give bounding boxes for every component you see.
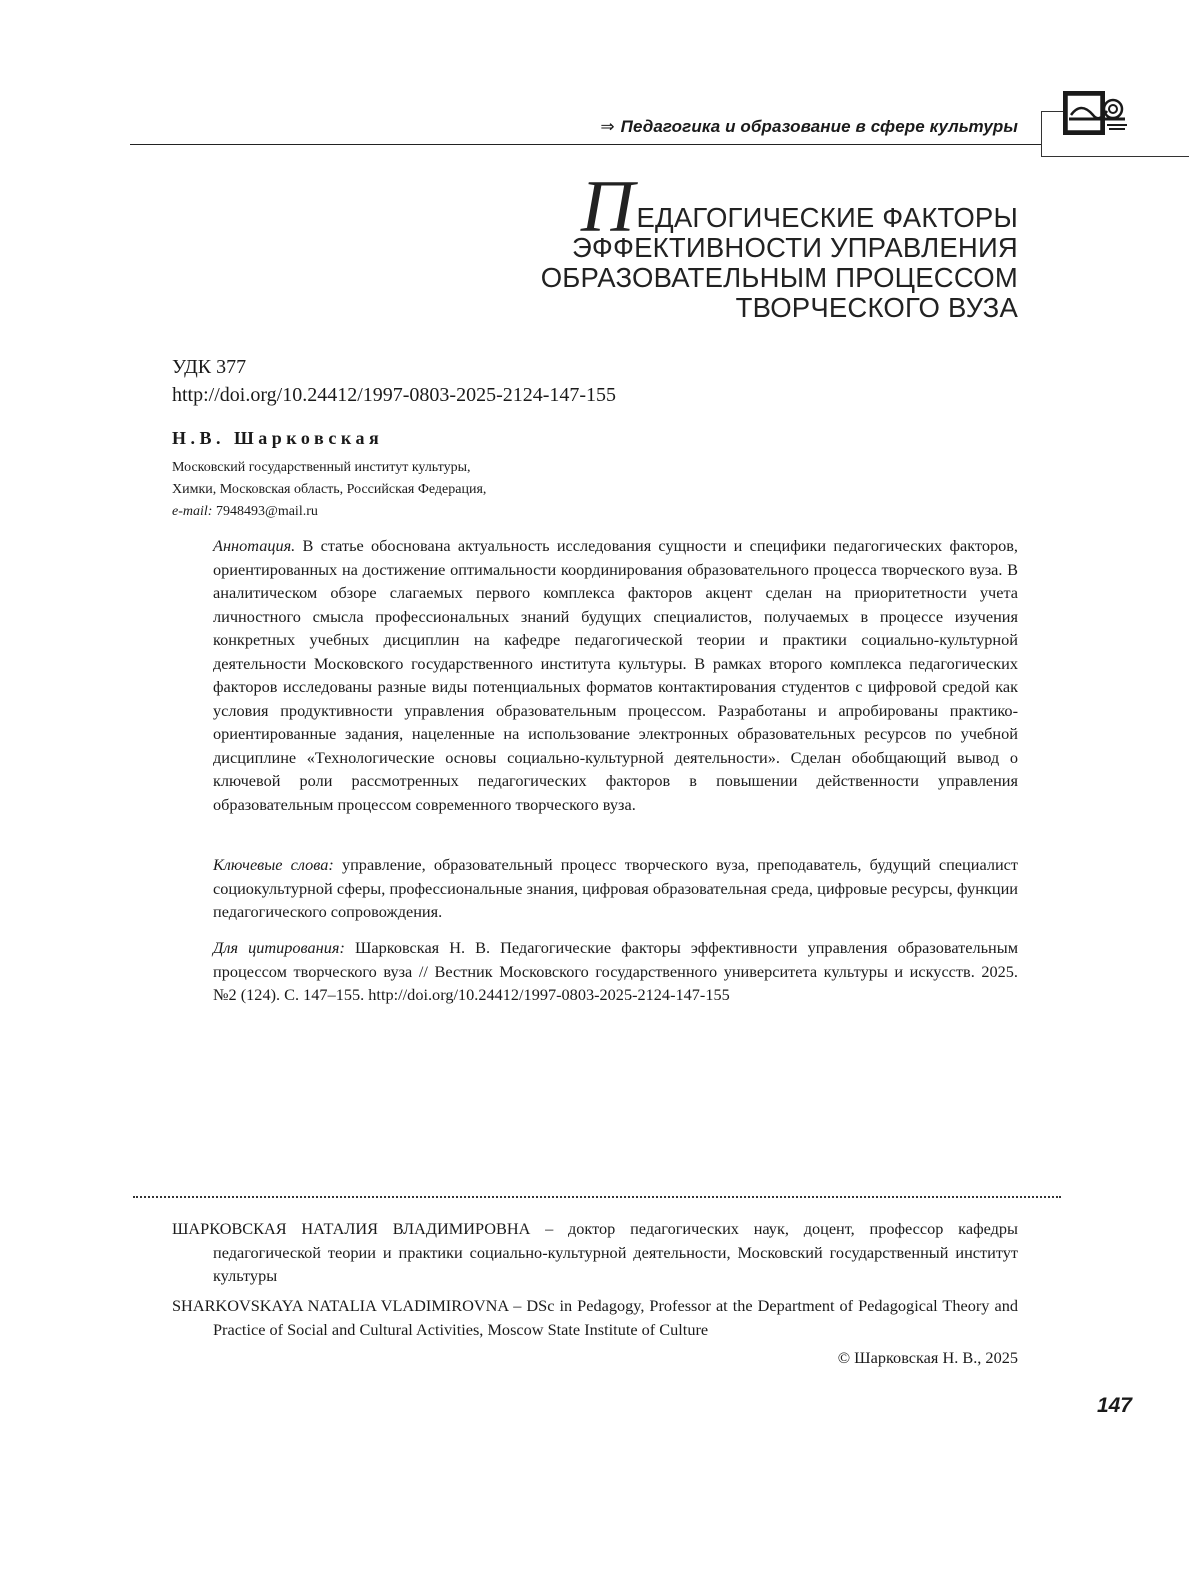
abstract — [213, 534, 1018, 816]
abstract-label: Аннотация. — [213, 536, 296, 555]
title-line-3: ОБРАЗОВАТЕЛЬНЫМ ПРОЦЕССОМ — [540, 262, 1018, 293]
affiliation-line-2: Химки, Московская область, Российская Федерация, — [172, 482, 487, 497]
email-address[interactable]: 7948493@mail.ru — [215, 504, 318, 519]
email-label: e-mail: — [172, 504, 213, 519]
journal-logo — [1041, 111, 1189, 157]
copyright: © Шарковская Н. В., 2025 — [837, 1348, 1018, 1367]
title-dropcap: П — [580, 166, 635, 248]
keywords-label: Ключевые слова: — [213, 855, 334, 874]
page-number: 147 — [1096, 1394, 1132, 1417]
keywords-text: управление, образовательный процесс творческого вуза, преподаватель, будущий специалист социокультурной сферы, профессиональные знания, цифровая образовательная среда, цифровые ресурсы, функции педагогического сопровождения. — [213, 855, 1019, 921]
footer-divider — [133, 1196, 1061, 1198]
article-title — [540, 166, 1018, 323]
author-bio-russian: ШАРКОВСКАЯ НАТАЛИЯ ВЛАДИМИРОВНА – доктор педагогических наук, доцент, профессор кафедры педагогической теории и практики социально-культурной деятельности, Московский государственный институт культуры — [172, 1219, 1018, 1285]
citation-text: Шарковская Н. В. Педагогические факторы эффективности управления образовательным процессом творческого вуза // Вестник Московского государственного университета культуры и искусств. 2025. №2 (124). С. 147–155. http://doi.org/10.24412/1997-0803-2025-2124-147-155 — [213, 938, 1018, 1004]
author-email — [172, 501, 318, 523]
header-rule — [130, 144, 1042, 145]
column-capital-icon — [1063, 91, 1135, 153]
arrow-icon: ⇒ — [600, 117, 615, 136]
title-line-1: ЕДАГОГИЧЕСКИЕ ФАКТОРЫ — [636, 202, 1018, 233]
title-line-2: ЭФФЕКТИВНОСТИ УПРАВЛЕНИЯ — [571, 232, 1018, 263]
citation — [213, 936, 1018, 1007]
udc-code: УДК 377 — [172, 356, 247, 378]
doi-link[interactable]: http://doi.org/10.24412/1997-0803-2025-2124-147-155 — [172, 384, 617, 406]
author-bio-english: SHARKOVSKAYA NATALIA VLADIMIROVNA – DSc in Pedagogy, Professor at the Department of Pedagogical Theory and Practice of Social and Cultural Activities, Moscow State Institute of Culture — [172, 1296, 1018, 1339]
author-name: Н.В. Шарковская — [172, 428, 384, 448]
abstract-text: В статье обоснована актуальность исследования сущности и специфики педагогических факторов, ориентированных на достижение оптимальности координирования образовательного процесса творческого вуза. В аналитическом обзоре слагаемых первого комплекса факторов акцент сделан на приоритетности учета личностного смысла профессиональных знаний будущих специалистов, получаемых в процессе изучения конкретных учебных дисциплин на кафедре педагогической теории и практики социально-культурной деятельности Московского государственного института культуры. В рамках второго комплекса педагогических факторов исследованы разные виды потенциальных форматов контактирования студентов с цифровой средой как условия продуктивности управления образовательным процессом. Разработаны и апробированы практико-ориентированные задания, нацеленные на использование электронных образовательных ресурсов по учебной дисциплине «Технологические основы социально-культурной деятельности». Сделан обобщающий вывод о ключевой роли рассмотренных педагогических факторов в повышении действенности управления образовательным процессом современного творческого вуза. — [213, 536, 1018, 814]
title-line-4: ТВОРЧЕСКОГО ВУЗА — [735, 292, 1018, 323]
affiliation-line-1: Московский государственный институт культуры, — [172, 460, 471, 475]
section-title: Педагогика и образование в сфере культуры — [620, 117, 1018, 136]
keywords — [213, 853, 1018, 924]
running-header — [600, 117, 1018, 137]
citation-label: Для цитирования: — [213, 938, 345, 957]
